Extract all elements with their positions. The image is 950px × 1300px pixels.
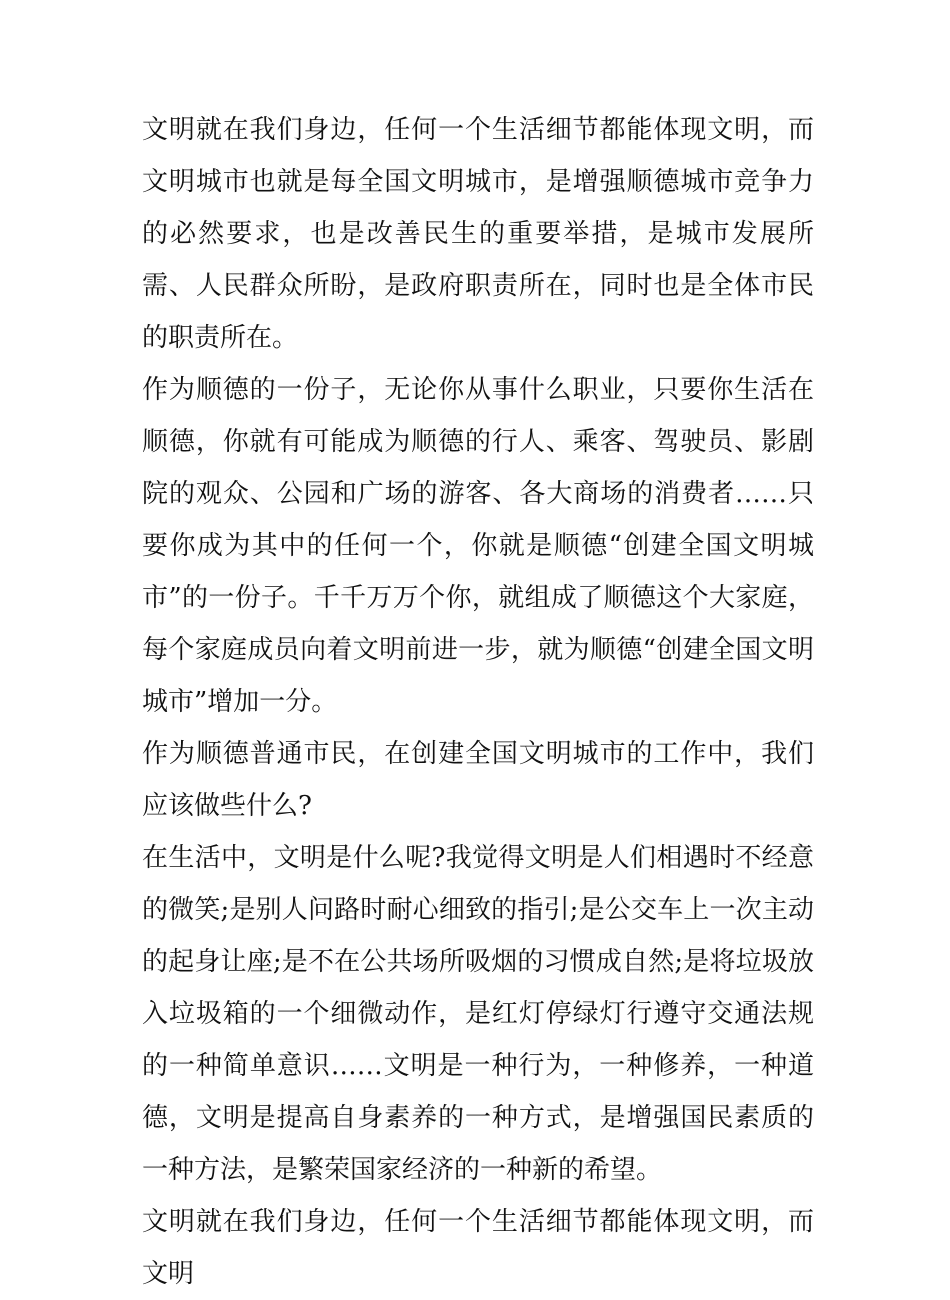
paragraph-5: 文明就在我们身边，任何一个生活细节都能体现文明，而文明 (142, 1207, 814, 1289)
document-body (142, 104, 814, 1300)
paragraph-2: 作为顺德的一份子，无论你从事什么职业，只要你生活在顺德，你就有可能成为顺德的行人、乘客、驾驶员、影剧院的观众、公园和广场的游客、各大商场的消费者……只要你成为其中的任何一个，你就是顺德“创建全国文明城市”的一份子。千千万万个你，就组成了顺德这个大家庭，每个家庭成员向着文明前进一步，就为顺德“创建全国文明城市”增加一分。 (142, 375, 814, 717)
paragraph-4: 在生活中，文明是什么呢?我觉得文明是人们相遇时不经意的微笑;是别人问路时耐心细致的指引;是公交车上一次主动的起身让座;是不在公共场所吸烟的习惯成自然;是将垃圾放入垃圾箱的一个细微动作，是红灯停绿灯行遵守交通法规的一种简单意识……文明是一种行为，一种修养，一种道德，文明是提高自身素养的一种方式，是增强国民素质的一种方法，是繁荣国家经济的一种新的希望。 (142, 843, 814, 1185)
paragraph-3: 作为顺德普通市民，在创建全国文明城市的工作中，我们应该做些什么? (142, 739, 814, 821)
paragraph-1: 文明就在我们身边，任何一个生活细节都能体现文明，而文明城市也就是每全国文明城市，是增强顺德城市竞争力的必然要求，也是改善民生的重要举措，是城市发展所需、人民群众所盼，是政府职责所在，同时也是全体市民的职责所在。 (142, 115, 814, 353)
